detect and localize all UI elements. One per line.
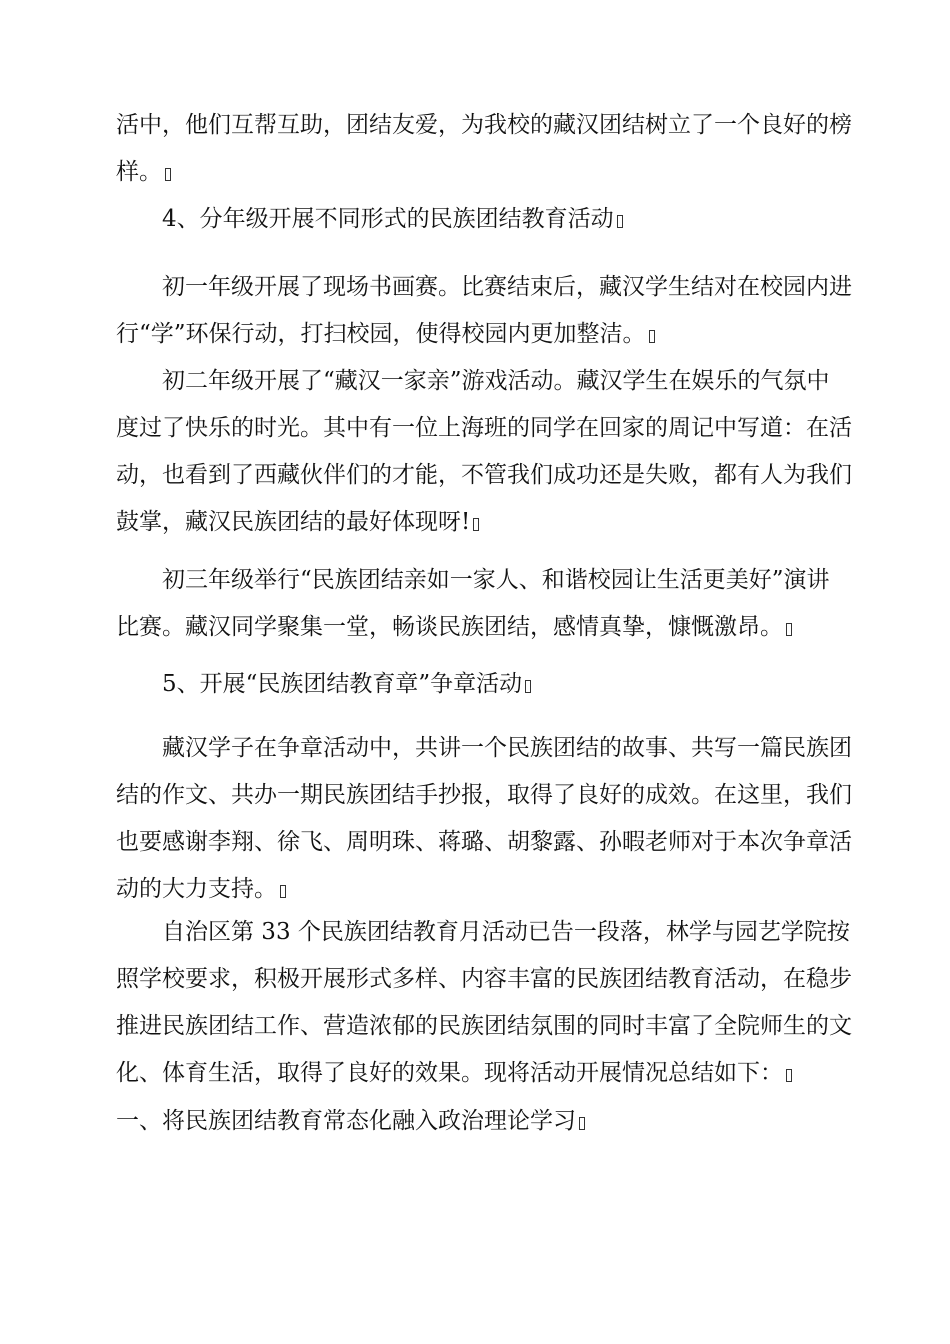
- text-line: 化、体育生活，取得了良好的效果。现将活动开展情况总结如下：: [116, 1050, 836, 1097]
- text-line: 一、将民族团结教育常态化融入政治理论学习: [116, 1098, 836, 1145]
- text-line: 自治区第 33 个民族团结教育月活动已告一段落，林学与园艺学院按: [162, 919, 850, 945]
- text-line: 照学校要求，积极开展形式多样、内容丰富的民族团结教育活动，在稳步: [116, 966, 852, 992]
- paragraph-mark-icon: [525, 680, 531, 693]
- text-line: 4、分年级开展不同形式的民族团结教育活动: [116, 196, 836, 243]
- paragraph-mark-icon: [473, 518, 479, 531]
- paragraph-mark-icon: [649, 330, 655, 343]
- paragraph-mark-icon: [786, 623, 792, 636]
- paragraph-mark-icon: [280, 885, 286, 898]
- text-line: 动的大力支持。: [116, 866, 836, 913]
- section-heading-one: [116, 1098, 836, 1145]
- text-line: 行“学”环保行动，打扫校园，使得校园内更加整洁。: [116, 311, 836, 358]
- text-line: 结的作文、共办一期民族团结手抄报，取得了良好的成效。在这里，我们: [116, 782, 852, 808]
- text-line: 鼓掌，藏汉民族团结的最好体现呀!: [116, 499, 836, 546]
- text-line: 动，也看到了西藏伙伴们的才能，不管我们成功还是失败，都有人为我们: [116, 462, 852, 488]
- text-line: 也要感谢李翔、徐飞、周明珠、蒋璐、胡黎露、孙暇老师对于本次争章活: [116, 829, 852, 855]
- text-line: 初三年级举行“民族团结亲如一家人、和谐校园让生活更美好”演讲: [162, 567, 830, 593]
- text-line: 推进民族团结工作、营造浓郁的民族团结氛围的同时丰富了全院师生的文: [116, 1013, 852, 1039]
- text-line: 样。: [116, 149, 836, 196]
- paragraph-grade-three: [116, 557, 836, 651]
- paragraph-continuation: [116, 102, 852, 196]
- paragraph-badge-activity: [116, 725, 852, 913]
- paragraph-mark-icon: [617, 215, 623, 228]
- text-line: 藏汉学子在争章活动中，共讲一个民族团结的故事、共写一篇民族团: [162, 735, 852, 761]
- heading-5: [116, 661, 836, 708]
- text-line: 初一年级开展了现场书画赛。比赛结束后，藏汉学生结对在校园内进: [162, 274, 852, 300]
- paragraph-mark-icon: [786, 1069, 792, 1082]
- paragraph-summary-intro: [116, 909, 852, 1097]
- paragraph-mark-icon: [165, 168, 171, 181]
- text-line: 比赛。藏汉同学聚集一堂，畅谈民族团结，感情真挚，慷慨激昂。: [116, 604, 836, 651]
- paragraph-mark-icon: [579, 1117, 585, 1130]
- heading-4: [116, 196, 836, 243]
- text-line: 活中，他们互帮互助，团结友爱，为我校的藏汉团结树立了一个良好的榜: [116, 112, 852, 138]
- paragraph-grade-one: [116, 264, 852, 358]
- text-line: 度过了快乐的时光。其中有一位上海班的同学在回家的周记中写道：在活: [116, 415, 852, 441]
- text-line: 初二年级开展了“藏汉一家亲”游戏活动。藏汉学生在娱乐的气氛中: [162, 368, 830, 394]
- paragraph-grade-two: [116, 358, 852, 546]
- text-line: 5、开展“民族团结教育章”争章活动: [116, 661, 836, 708]
